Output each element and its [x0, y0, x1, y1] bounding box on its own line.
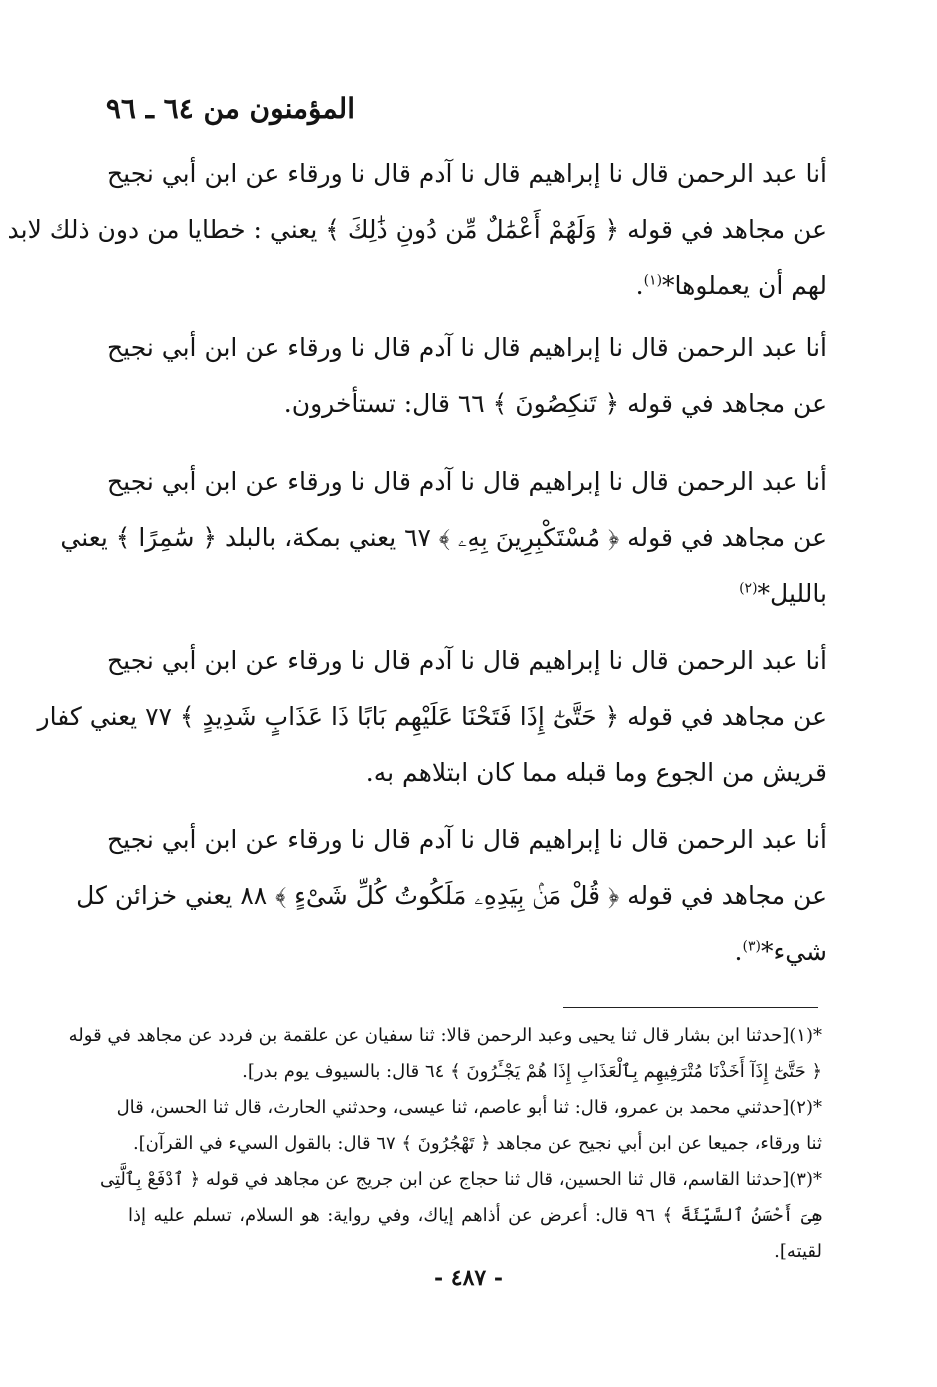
footnote-line: ثنا ورقاء، جميعا عن ابن أبي نجيح عن مجاهد ﴿ تَهْجُرُونَ ﴾ ٦٧ قال: بالقول السيء في القرآن].	[132, 1133, 822, 1154]
footnote-divider	[563, 1007, 818, 1008]
paragraph-3	[60, 454, 827, 622]
paragraph-text: بالليل*	[757, 579, 827, 608]
paragraph-line: عن مجاهد في قوله ﴿ تَنكِصُونَ ﴾ ٦٦ قال: تستأخرون.	[283, 389, 827, 418]
footnote-line: *(٢)[حدثني محمد بن عمرو، قال: ثنا أبو عاصم، ثنا عيسى، وحدثني الحارث، قال ثنا الحسن، قال	[116, 1097, 822, 1118]
footnote-marker: (١)	[643, 272, 663, 289]
section-heading: المؤمنون من ٦٤ ـ ٩٦	[105, 92, 355, 125]
paragraph-line: أنا عبد الرحمن قال نا إبراهيم قال نا آدم قال نا ورقاء عن ابن أبي نجيح	[107, 333, 827, 362]
paragraph-5	[76, 812, 827, 980]
paragraph-line: قريش من الجوع وما قبله مما كان ابتلاهم به.	[365, 758, 827, 787]
page-number: - ٤٨٧ -	[433, 1265, 504, 1291]
paragraph-line: أنا عبد الرحمن قال نا إبراهيم قال نا آدم قال نا ورقاء عن ابن أبي نجيح	[107, 467, 827, 496]
footnote-marker: (٢)	[739, 580, 758, 597]
paragraph-line: عن مجاهد في قوله ﴿ وَلَهُمْ أَعْمَٰلٌ مِّن دُونِ ذَٰلِكَ ﴾ يعني : خطايا من دون ذلك لابد	[7, 215, 827, 244]
paragraph-line: عن مجاهد في قوله ﴿ حَتَّىٰٓ إِذَا فَتَحْنَا عَلَيْهِم بَابًا ذَا عَذَابٍ شَدِيدٍ ﴾ ٧٧ يعني كفار	[37, 702, 827, 731]
footnote-line: ﴿ حَتَّىٰٓ إِذَآ أَخَذْنَا مُتْرَفِيهِم بِٱلْعَذَابِ إِذَا هُمْ يَجْـَٔرُونَ ﴾ ٦٤ قال: بالسيوف يوم بدر].	[242, 1061, 822, 1082]
footnote-line: هِىَ أَحْسَنُ ٱلسَّيِّئَةَ ﴾ ٩٦ قال: أعرض عن أذاهم إياك، وفي رواية: هو السلام، تسلم عليه إذا	[128, 1205, 822, 1226]
paragraph-line: لهم أن يعملوها*$^{(١)}$.	[635, 271, 827, 300]
footnote-line: *(٣)[حدثنا القاسم، قال ثنا الحسين، قال ثنا حجاج عن ابن جريج عن مجاهد في قوله ﴿ ٱدْفَعْ بِٱلَّتِى	[100, 1169, 822, 1190]
paragraph-line	[130, 566, 827, 622]
paragraph-line: عن مجاهد في قوله ﴿ قُلْ مَنۢ بِيَدِهِۦ مَلَكُوتُ كُلِّ شَىْءٍ ﴾ ٨٨ يعني خزائن كل	[76, 881, 827, 910]
footnote-marker: (٣)	[742, 938, 761, 955]
footnote-line: *(١)[حدثنا ابن بشار قال ثنا يحيى وعبد الرحمن قالا: ثنا سفيان عن علقمة بن فردد عن مجاهد في قوله	[68, 1025, 822, 1046]
paragraph-line: أنا عبد الرحمن قال نا إبراهيم قال نا آدم قال نا ورقاء عن ابن أبي نجيح	[107, 646, 827, 675]
paragraph-line: عن مجاهد في قوله ﴿ مُسْتَكْبِرِينَ بِهِۦ ﴾ ٦٧ يعني بمكة، بالبلد ﴿ سَٰمِرًا ﴾ يعني	[60, 523, 827, 552]
footnote-line: لقيته].	[774, 1241, 822, 1262]
paragraph-line: أنا عبد الرحمن قال نا إبراهيم قال نا آدم قال نا ورقاء عن ابن أبي نجيح	[107, 825, 827, 854]
paragraph-line: شيء*$^{(٣)}$.	[734, 937, 827, 966]
footnotes	[68, 1018, 822, 1270]
paragraph-2	[107, 320, 827, 432]
paragraph-line: أنا عبد الرحمن قال نا إبراهيم قال نا آدم قال نا ورقاء عن ابن أبي نجيح	[107, 159, 827, 188]
paragraph-text: شيء*	[760, 937, 827, 966]
paragraph-4	[37, 633, 827, 801]
paragraph-text: لهم أن يعملوها*	[662, 271, 827, 300]
paragraph-1	[7, 146, 827, 314]
